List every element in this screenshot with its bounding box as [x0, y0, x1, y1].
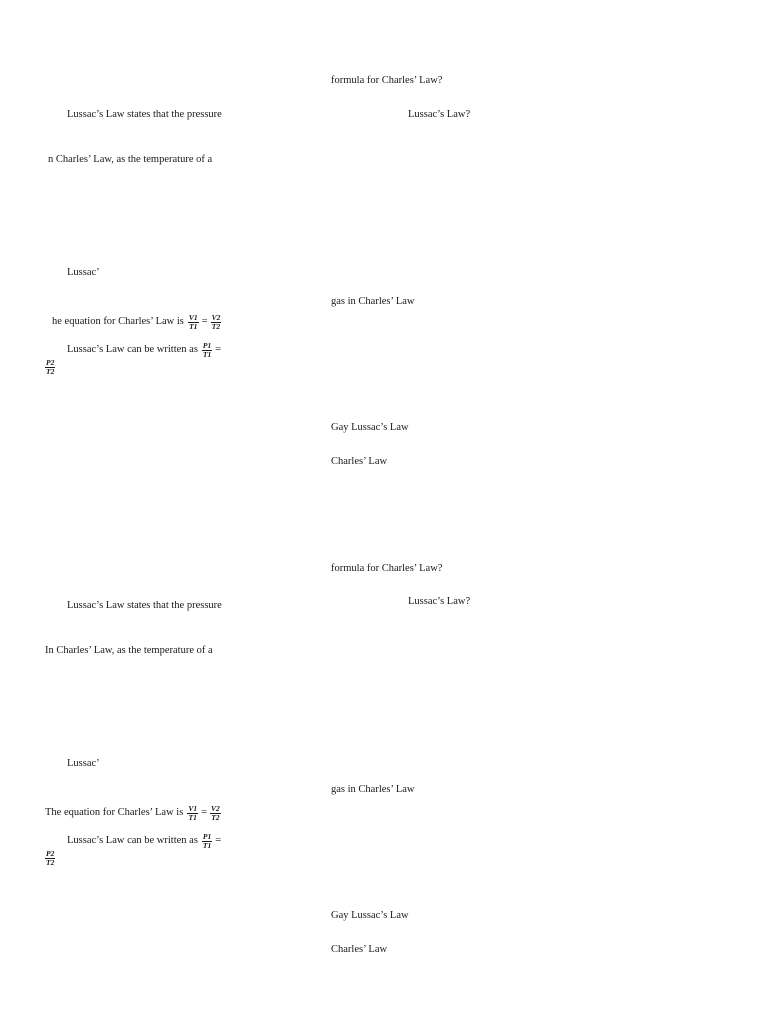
fraction-numerator: P2 — [46, 848, 55, 858]
question-lussac: Lussac’s Law? — [408, 596, 471, 607]
fraction-p1-t1 — [202, 342, 212, 359]
fraction-numerator: V2 — [211, 312, 221, 322]
fraction-numerator: V1 — [188, 312, 198, 322]
charles-equation-line — [52, 312, 222, 332]
question-formula-charles: formula for Charles’ Law? — [331, 75, 443, 86]
fraction-numerator: P1 — [202, 831, 212, 841]
gas-in-charles-law: gas in Charles’ Law — [331, 784, 415, 795]
fraction-denominator: T2 — [46, 367, 55, 376]
fraction-p1-t1 — [202, 833, 212, 850]
fraction-denominator: T1 — [189, 322, 198, 331]
lussac-equation-wrap — [44, 848, 56, 868]
fraction-p2-t2 — [45, 850, 55, 867]
gay-lussac-pressure-text: Lussac’s Law states that the pressure — [67, 600, 222, 611]
question-formula-charles: formula for Charles’ Law? — [331, 563, 443, 574]
fraction-p2-t2 — [45, 359, 55, 376]
lussac-equation-line — [67, 340, 223, 360]
gay-lussac-pressure-text: Lussac’s Law states that the pressure — [67, 109, 222, 120]
equals-sign: = — [215, 834, 222, 846]
gay-lussac-law-label: Gay Lussac’s Law — [331, 910, 409, 921]
gay-lussac-law-label: Gay Lussac’s Law — [331, 422, 409, 433]
fraction-denominator: T2 — [211, 813, 220, 822]
charles-temperature-text: In Charles’ Law, as the temperature of a — [45, 645, 213, 656]
gas-in-charles-law: gas in Charles’ Law — [331, 296, 415, 307]
lussac-fragment: Lussac’ — [67, 758, 100, 769]
equals-sign: = — [201, 806, 207, 818]
fraction-denominator: T1 — [202, 350, 212, 359]
fraction-v2-t2 — [211, 314, 222, 331]
charles-temperature-text: n Charles’ Law, as the temperature of a — [48, 154, 213, 165]
fraction-numerator: P1 — [202, 340, 212, 350]
fraction-denominator: T2 — [211, 322, 221, 331]
charles-law-label: Charles’ Law — [331, 944, 388, 955]
charles-equation-text: The equation for Charles’ Law is — [45, 806, 184, 818]
fraction-denominator: T2 — [46, 858, 55, 867]
fraction-denominator: T1 — [202, 841, 212, 850]
fraction-numerator: V2 — [211, 803, 220, 813]
fraction-numerator: P2 — [46, 357, 55, 367]
lussac-equation-wrap — [44, 357, 56, 377]
fraction-v1-t1 — [188, 314, 199, 331]
fraction-numerator: V1 — [188, 803, 198, 813]
equals-sign: = — [201, 315, 208, 327]
lussac-equation-text: Lussac’s Law can be written as — [67, 834, 198, 846]
fraction-v1-t1 — [187, 805, 198, 822]
lussac-fragment: Lussac’ — [67, 267, 100, 278]
charles-equation-text: he equation for Charles’ Law is — [52, 315, 184, 327]
lussac-equation-text: Lussac’s Law can be written as — [67, 343, 198, 355]
lussac-equation-line — [67, 831, 223, 851]
charles-law-label: Charles’ Law — [331, 456, 388, 467]
equals-sign: = — [215, 343, 222, 355]
question-lussac: Lussac’s Law? — [408, 109, 471, 120]
fraction-v2-t2 — [210, 805, 221, 822]
charles-equation-line — [45, 803, 222, 823]
fraction-denominator: T1 — [188, 813, 197, 822]
